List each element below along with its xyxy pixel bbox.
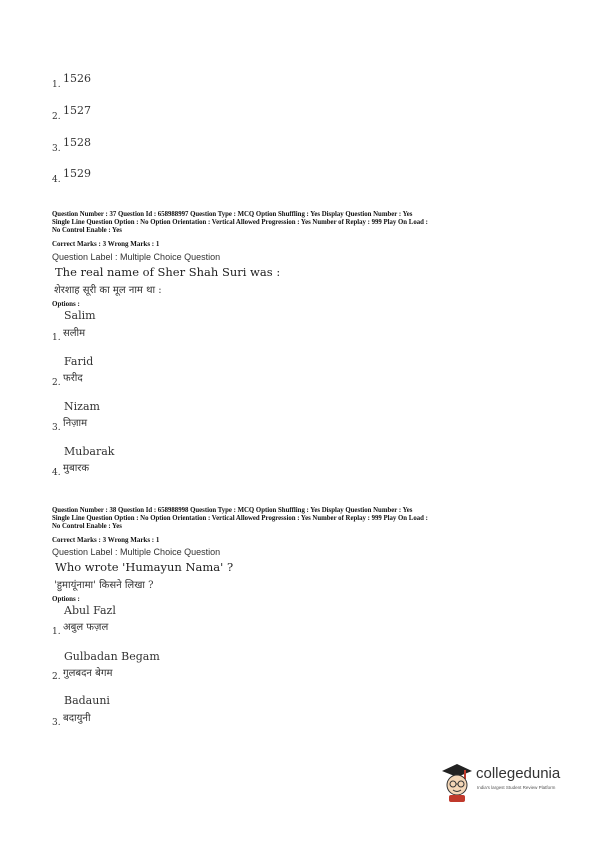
option-text-hi: फरीद [63,373,83,384]
question-meta-line: Single Line Question Option : No Option Orientation : Vertical Allowed Progression : Yes Number of Replay : 999 Play On Load : [52,515,428,522]
option-text-hi: मुबारक [63,463,90,474]
option-number: 2. [52,378,61,388]
question-marks: Correct Marks : 3 Wrong Marks : 1 [52,536,160,544]
option-text-en: Gulbadan Begam [64,650,160,663]
option-value: 1529 [63,167,91,180]
option-number: 1. [52,80,61,90]
option-text-en: Badauni [64,694,110,707]
option-number: 1. [52,333,61,343]
option-text-en: Farid [64,355,94,368]
option-text-en: Salim [64,309,96,322]
option-value: 1528 [63,136,91,149]
question-text-hi: शेरशाह सूरी का मूल नाम था : [54,285,162,296]
question-label: Question Label : Multiple Choice Question [52,547,221,557]
option-number: 3. [52,144,61,154]
collegedunia-logo [440,761,580,805]
option-value: 1527 [63,104,91,117]
option-text-hi: निज़ाम [63,418,88,429]
option-number: 2. [52,672,61,682]
option-text-en: Nizam [64,400,100,413]
question-text-en: The real name of Sher Shah Suri was : [55,265,281,279]
option-text-en: Abul Fazl [64,604,116,617]
question-meta-line: Question Number : 38 Question Id : 658988998 Question Type : MCQ Option Shuffling : Yes Display Question Number : Yes [52,507,413,514]
option-text-hi: सलीम [63,328,86,339]
logo-name: collegedunia [476,765,561,782]
logo-tagline: India's largest Student Review Platform [477,785,556,790]
option-number: 4. [52,468,61,478]
question-text-en: Who wrote 'Humayun Nama' ? [55,560,234,574]
graduate-mascot-icon [440,761,474,803]
question-text-hi: 'हुमायूंनामा' किसने लिखा ? [54,580,154,591]
options-header: Options : [52,300,80,308]
question-meta-line: Question Number : 37 Question Id : 658988997 Question Type : MCQ Option Shuffling : Yes Display Question Number : Yes [52,211,413,218]
option-number: 2. [52,112,61,122]
option-number: 1. [52,627,61,637]
option-number: 3. [52,423,61,433]
question-marks: Correct Marks : 3 Wrong Marks : 1 [52,240,160,248]
option-value: 1526 [63,72,91,85]
option-text-hi: गुलबदन बेगम [63,668,113,679]
question-meta-line: No Control Enable : Yes [52,227,122,234]
option-number: 3. [52,718,61,728]
question-label: Question Label : Multiple Choice Question [52,252,221,262]
option-text-hi: बदायुनी [63,713,91,724]
option-number: 4. [52,175,61,185]
question-meta-line: Single Line Question Option : No Option Orientation : Vertical Allowed Progression : Yes Number of Replay : 999 Play On Load : [52,219,428,226]
options-header: Options : [52,595,80,603]
question-meta-line: No Control Enable : Yes [52,523,122,530]
option-text-hi: अबुल फज़ल [63,622,109,633]
option-text-en: Mubarak [64,445,115,458]
